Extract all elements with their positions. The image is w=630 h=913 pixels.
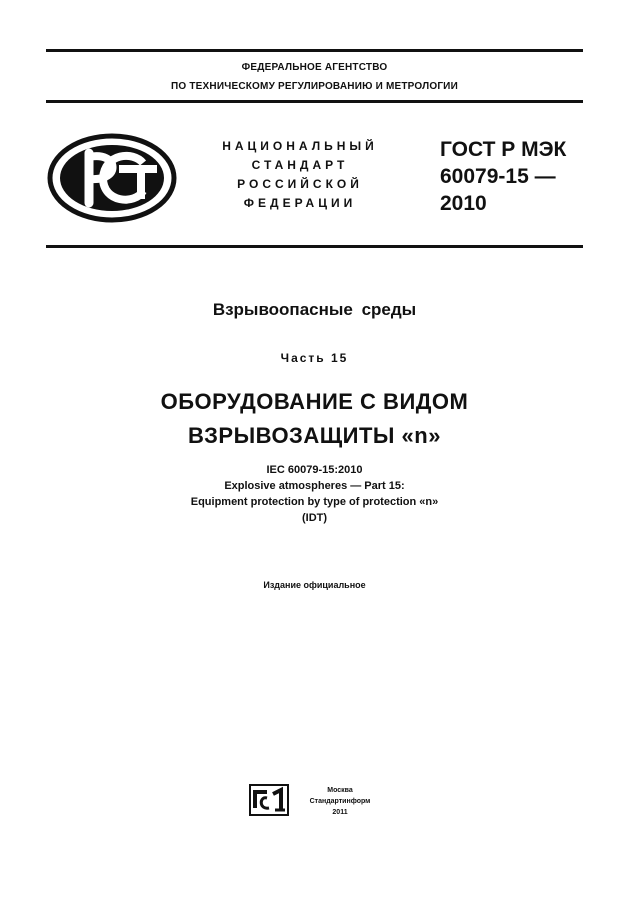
agency-line-1: ФЕДЕРАЛЬНОЕ АГЕНТСТВО <box>241 62 388 73</box>
source-line-2: Explosive atmospheres — Part 15: <box>224 480 405 492</box>
rst-mark-icon <box>47 133 177 228</box>
national-line-3: РОССИЙСКОЙ <box>237 177 363 191</box>
subject-title: Взрывоопасные среды <box>212 300 417 319</box>
standard-code-line-2: 60079-15 — <box>440 165 556 188</box>
edition-label: Издание официальное <box>263 580 366 590</box>
standard-code-line-1: ГОСТ Р МЭК <box>440 138 567 161</box>
national-line-2: СТАНДАРТ <box>251 158 349 172</box>
agency-line-2: ПО ТЕХНИЧЕСКОМУ РЕГУЛИРОВАНИЮ И МЕТРОЛОГИИ <box>171 81 458 92</box>
source-line-3: Equipment protection by type of protection «n» <box>190 496 439 508</box>
top-rule <box>46 49 583 52</box>
national-line-4: ФЕДЕРАЦИИ <box>243 196 357 210</box>
national-line-1: НАЦИОНАЛЬНЫЙ <box>222 139 378 153</box>
standartinform-logo-icon <box>249 784 289 821</box>
main-title-line-1: ОБОРУДОВАНИЕ С ВИДОМ <box>160 389 469 414</box>
standard-code <box>440 136 566 217</box>
publisher-name: Стандартинформ <box>309 798 371 805</box>
header-rule <box>46 100 583 103</box>
block-rule <box>46 245 583 248</box>
main-title-line-2: ВЗРЫВОЗАЩИТЫ «n» <box>188 423 441 448</box>
standard-code-line-3: 2010 <box>440 192 487 215</box>
publisher-city: Москва <box>327 787 353 794</box>
source-line-4: (IDT) <box>301 512 328 524</box>
publisher-year: 2011 <box>332 809 348 816</box>
part-label: Часть 15 <box>280 351 349 365</box>
source-line-1: IEC 60079-15:2010 <box>266 464 363 476</box>
